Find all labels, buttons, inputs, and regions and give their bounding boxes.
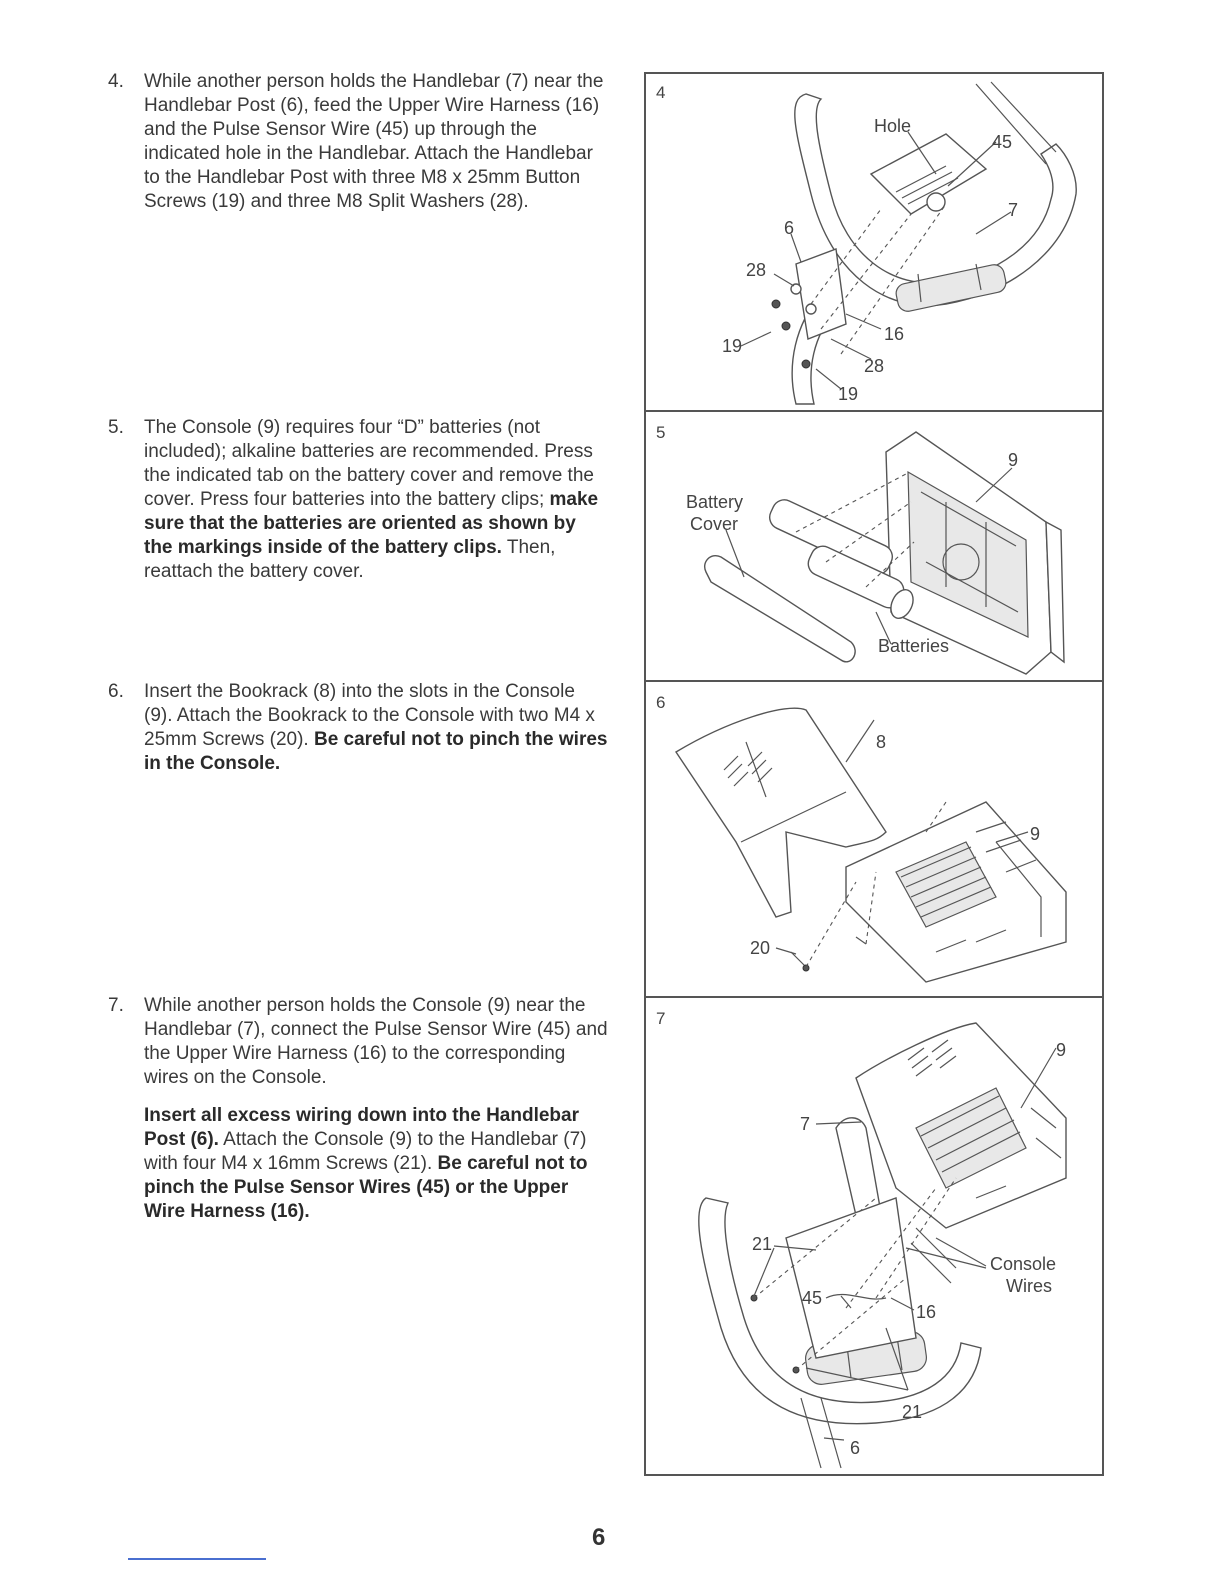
label-19: 19 [722,336,743,356]
label-9: 9 [1030,824,1041,844]
label-batteries: Batteries [878,636,950,656]
panel-number: 7 [656,1009,666,1028]
step-7-text-2: Attach the Console (9) to the Handlebar (7) with four M4 x 16mm Screws (21). [144,1129,587,1174]
label-cover: Cover [690,514,739,534]
label-45: 45 [802,1288,823,1308]
page-number: 6 [592,1524,606,1551]
step-6 [108,680,608,776]
label-console: Console [990,1254,1057,1274]
screw [772,300,780,308]
step-text [144,680,608,776]
label-6: 6 [784,218,795,238]
step-text [144,994,608,1224]
label-wires: Wires [1006,1276,1052,1296]
label-28: 28 [746,260,767,280]
panel-number: 4 [656,83,666,102]
step-number: 5. [108,417,124,438]
label-19-b: 19 [838,384,859,404]
label-20: 20 [750,938,771,958]
step-4-text: While another person holds the Handlebar (7) near the Handlebar Post (6), feed the Upper Wire Harness (16) and the Pulse Sensor Wire (45) up through the indicated hole in the Handlebar. Attach the Handlebar to the Handlebar Post with three M8 x 25mm Button Screws (19) and three M8 Split Washers (28). [144,71,604,212]
label-9: 9 [1056,1040,1067,1060]
label-9: 9 [1008,450,1019,470]
footer-line [128,1558,266,1560]
battery-illustration [646,412,1106,684]
label-45: 45 [992,132,1013,152]
label-28-b: 28 [864,356,885,376]
step-text [144,70,608,214]
figure-panel-5 [644,410,1104,682]
screw [803,965,809,971]
figure-panel-6 [644,680,1104,998]
step-7-warning-2: Be careful not to pinch the Pulse Sensor Wires (45) or the Upper Wire Harness (16). [144,1153,588,1222]
step-text [144,416,608,584]
step-5-text: The Console (9) requires four “D” batteries (not included); alkaline batteries are recommended. Press the indicated tab on the battery cover and remove the cover. Press four batteries into the battery clips; [144,417,594,510]
step-5-warning: make sure that the batteries are oriented as shown by the markings inside of the battery clips. [144,489,599,558]
step-6-warning: Be careful not to pinch the wires in the Console. [144,729,608,774]
figure-panel-7 [644,996,1104,1476]
label-16: 16 [916,1302,937,1322]
label-6: 6 [850,1438,861,1458]
screw [782,322,790,330]
label-battery: Battery [686,492,744,512]
handlebar-assembly-illustration [646,74,1106,414]
washer [806,304,816,314]
console-mount-illustration [646,998,1106,1478]
step-4 [108,70,608,214]
step-number: 4. [108,71,124,92]
panel-number: 5 [656,423,666,442]
figure-panel-4 [644,72,1104,412]
bookrack-illustration [646,682,1106,1000]
label-8: 8 [876,732,887,752]
label-7: 7 [800,1114,811,1134]
step-number: 6. [108,681,124,702]
label-hole: Hole [874,116,912,136]
panel-number: 6 [656,693,666,712]
screws [791,937,866,967]
step-6-text: Insert the Bookrack (8) into the slots in the Console (9). Attach the Bookrack to the Console with two M4 x 25mm Screws (20). [144,681,595,750]
label-21-b: 21 [902,1402,923,1422]
grip [894,263,1007,313]
hole [927,193,945,211]
step-5 [108,416,608,584]
label-16: 16 [884,324,905,344]
step-7-text: While another person holds the Console (9) near the Handlebar (7), connect the Pulse Sensor Wire (45) and the Upper Wire Harness (16) to the corresponding wires on the Console. [144,995,608,1088]
step-5-text-end: Then, reattach the battery cover. [144,537,556,582]
step-number: 7. [108,995,124,1016]
step-7-para2 [144,1104,608,1224]
step-7-warning-1: Insert all excess wiring down into the Handlebar Post (6). [144,1105,579,1150]
screw [802,360,810,368]
label-7: 7 [1008,200,1019,220]
mount-plate [786,1198,916,1358]
label-21: 21 [752,1234,773,1254]
step-7 [108,994,608,1224]
